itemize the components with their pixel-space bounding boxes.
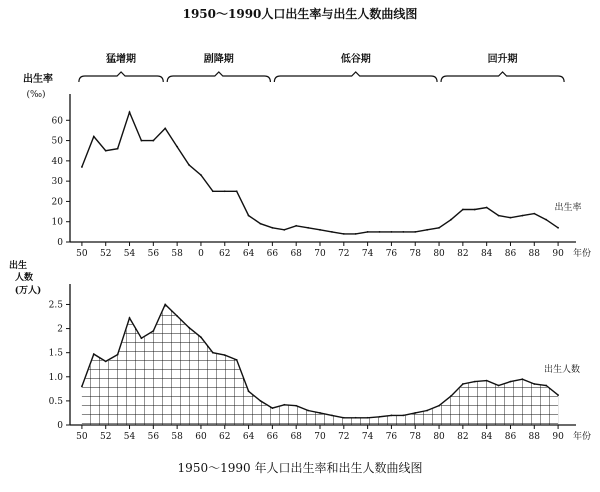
y-tick-label: 20 <box>51 197 63 208</box>
data-point <box>200 336 202 338</box>
period-braces <box>79 52 564 82</box>
x-tick-label: 56 <box>147 249 160 259</box>
y-tick-label: 0.5 <box>48 396 63 407</box>
x-tick-label: 78 <box>409 432 421 442</box>
x-tick-label: 56 <box>147 432 160 442</box>
data-point <box>212 352 214 354</box>
data-point <box>236 190 238 192</box>
x-tick-label: 88 <box>528 249 541 259</box>
data-point <box>319 412 321 414</box>
data-point <box>307 410 309 412</box>
data-point <box>533 383 535 385</box>
data-point <box>164 304 166 306</box>
data-point <box>355 233 357 235</box>
data-point <box>474 209 476 211</box>
data-point <box>391 414 393 416</box>
data-point <box>450 395 452 397</box>
x-tick-label: 72 <box>338 249 350 259</box>
data-point <box>426 229 428 231</box>
series-area-fill <box>82 305 558 426</box>
data-point <box>498 215 500 217</box>
period-label: 低谷期 <box>340 54 371 65</box>
y-axis-unit: (万人) <box>14 286 42 296</box>
x-tick-label: 66 <box>266 432 279 442</box>
data-point <box>438 405 440 407</box>
data-point <box>510 381 512 383</box>
x-tick-label: 68 <box>290 249 302 259</box>
data-point <box>510 217 512 219</box>
x-tick-label: 68 <box>290 432 302 442</box>
data-point <box>426 410 428 412</box>
x-tick-label: 74 <box>361 432 374 442</box>
x-tick-label: 64 <box>242 432 255 442</box>
x-tick-label: 70 <box>314 249 326 259</box>
y-axis-title-line2: 人数 <box>14 273 34 283</box>
x-tick-label: 58 <box>171 249 183 259</box>
y-tick-label: 50 <box>51 136 63 147</box>
x-tick-label: 66 <box>266 249 279 259</box>
x-tick-label: 54 <box>123 432 136 442</box>
x-tick-label: 72 <box>338 432 350 442</box>
data-point <box>248 390 250 392</box>
data-point <box>474 381 476 383</box>
data-point <box>402 414 404 416</box>
data-point <box>379 416 381 418</box>
x-tick-label: 90 <box>552 432 564 442</box>
data-point <box>188 164 190 166</box>
birth-rate-chart <box>23 72 591 259</box>
period-brace <box>79 72 163 82</box>
data-point <box>355 417 357 419</box>
x-tick-label: 80 <box>433 432 445 442</box>
data-point <box>271 227 273 229</box>
y-tick-label: 40 <box>51 156 63 167</box>
period-label: 回升期 <box>487 54 518 65</box>
x-tick-label: 54 <box>123 249 136 259</box>
data-point <box>105 150 107 152</box>
data-point <box>545 385 547 387</box>
data-point <box>81 166 83 168</box>
x-tick-label: 52 <box>99 249 112 259</box>
y-tick-label: 30 <box>51 177 63 188</box>
period-brace <box>441 72 564 82</box>
y-tick-label: 10 <box>51 217 63 228</box>
data-point <box>260 400 262 402</box>
x-tick-label: 88 <box>528 432 541 442</box>
data-point <box>486 207 488 209</box>
x-tick-label: 84 <box>480 432 493 442</box>
y-tick-label: 2 <box>57 324 63 335</box>
data-point <box>164 127 166 129</box>
period-brace <box>167 72 270 82</box>
x-tick-label: 50 <box>76 249 88 259</box>
data-point <box>141 140 143 142</box>
data-point <box>343 417 345 419</box>
data-point <box>307 227 309 229</box>
data-point <box>283 229 285 231</box>
chart-caption: 1950～1990 年人口出生率和出生人数曲线图 <box>177 461 423 475</box>
data-point <box>176 146 178 148</box>
x-tick-label: 58 <box>171 432 183 442</box>
period-label: 剧降期 <box>203 54 234 65</box>
data-point <box>343 233 345 235</box>
x-tick-label: 78 <box>409 249 421 259</box>
data-point <box>331 231 333 233</box>
data-point <box>462 383 464 385</box>
data-point <box>129 111 131 113</box>
x-tick-label: 76 <box>385 249 398 259</box>
period-brace <box>274 72 437 82</box>
x-tick-label: 0 <box>198 249 204 259</box>
data-point <box>486 380 488 382</box>
x-tick-label: 50 <box>76 432 88 442</box>
data-point <box>188 327 190 329</box>
data-point <box>367 231 369 233</box>
data-point <box>93 353 95 355</box>
data-point <box>402 231 404 233</box>
data-point <box>295 405 297 407</box>
data-point <box>414 231 416 233</box>
data-point <box>152 140 154 142</box>
x-tick-label: 82 <box>457 432 469 442</box>
data-point <box>367 417 369 419</box>
y-tick-label: 1.0 <box>48 372 63 383</box>
data-point <box>224 354 226 356</box>
x-tick-label: 64 <box>242 249 255 259</box>
data-point <box>414 412 416 414</box>
x-tick-label: 70 <box>314 432 326 442</box>
data-point <box>81 386 83 388</box>
data-point <box>319 229 321 231</box>
data-point <box>557 394 559 396</box>
chart-title: 1950～1990人口出生率与出生人数曲线图 <box>182 7 418 21</box>
x-tick-label: 74 <box>361 249 374 259</box>
x-axis-unit: 年份 <box>572 432 592 442</box>
period-label: 猛增期 <box>106 54 137 65</box>
x-tick-label: 90 <box>552 249 564 259</box>
x-tick-label: 84 <box>480 249 493 259</box>
data-point <box>236 359 238 361</box>
y-tick-label: 60 <box>51 116 63 127</box>
data-point <box>248 215 250 217</box>
x-tick-label: 52 <box>99 432 112 442</box>
y-tick-label: 0 <box>57 421 63 431</box>
data-point <box>224 190 226 192</box>
data-point <box>462 209 464 211</box>
data-point <box>498 385 500 387</box>
data-point <box>545 219 547 221</box>
x-tick-label: 86 <box>504 249 517 259</box>
x-tick-label: 60 <box>195 432 207 442</box>
y-tick-label: 1.5 <box>48 348 63 359</box>
y-axis-unit: (‰) <box>26 90 46 100</box>
series-line <box>82 112 558 234</box>
y-axis-title: 出生率 <box>23 74 53 85</box>
data-point <box>129 317 131 319</box>
y-tick-label: 2.5 <box>48 300 63 311</box>
data-point <box>521 378 523 380</box>
data-point <box>438 227 440 229</box>
data-point <box>331 414 333 416</box>
x-tick-label: 82 <box>457 249 469 259</box>
data-point <box>295 225 297 227</box>
data-point <box>521 215 523 217</box>
data-point <box>93 136 95 138</box>
data-point <box>450 219 452 221</box>
x-tick-label: 76 <box>385 432 398 442</box>
x-tick-label: 80 <box>433 249 445 259</box>
data-point <box>117 148 119 150</box>
series-label: 出生率 <box>554 203 582 213</box>
data-point <box>176 315 178 317</box>
data-point <box>212 190 214 192</box>
data-point <box>271 407 273 409</box>
data-point <box>283 404 285 406</box>
data-point <box>200 174 202 176</box>
x-tick-label: 62 <box>219 432 231 442</box>
data-point <box>105 360 107 362</box>
x-tick-label: 62 <box>219 249 231 259</box>
data-point <box>533 213 535 215</box>
data-point <box>141 337 143 339</box>
data-point <box>391 231 393 233</box>
x-tick-label: 86 <box>504 432 517 442</box>
series-label: 出生人数 <box>543 365 581 375</box>
data-point <box>152 330 154 332</box>
data-point <box>117 354 119 356</box>
x-axis-unit: 年份 <box>572 249 592 259</box>
y-tick-label: 0 <box>57 238 63 248</box>
data-point <box>379 231 381 233</box>
data-point <box>557 227 559 229</box>
y-axis-title-line1: 出生 <box>8 261 28 271</box>
birth-count-chart <box>9 259 591 442</box>
data-point <box>260 223 262 225</box>
